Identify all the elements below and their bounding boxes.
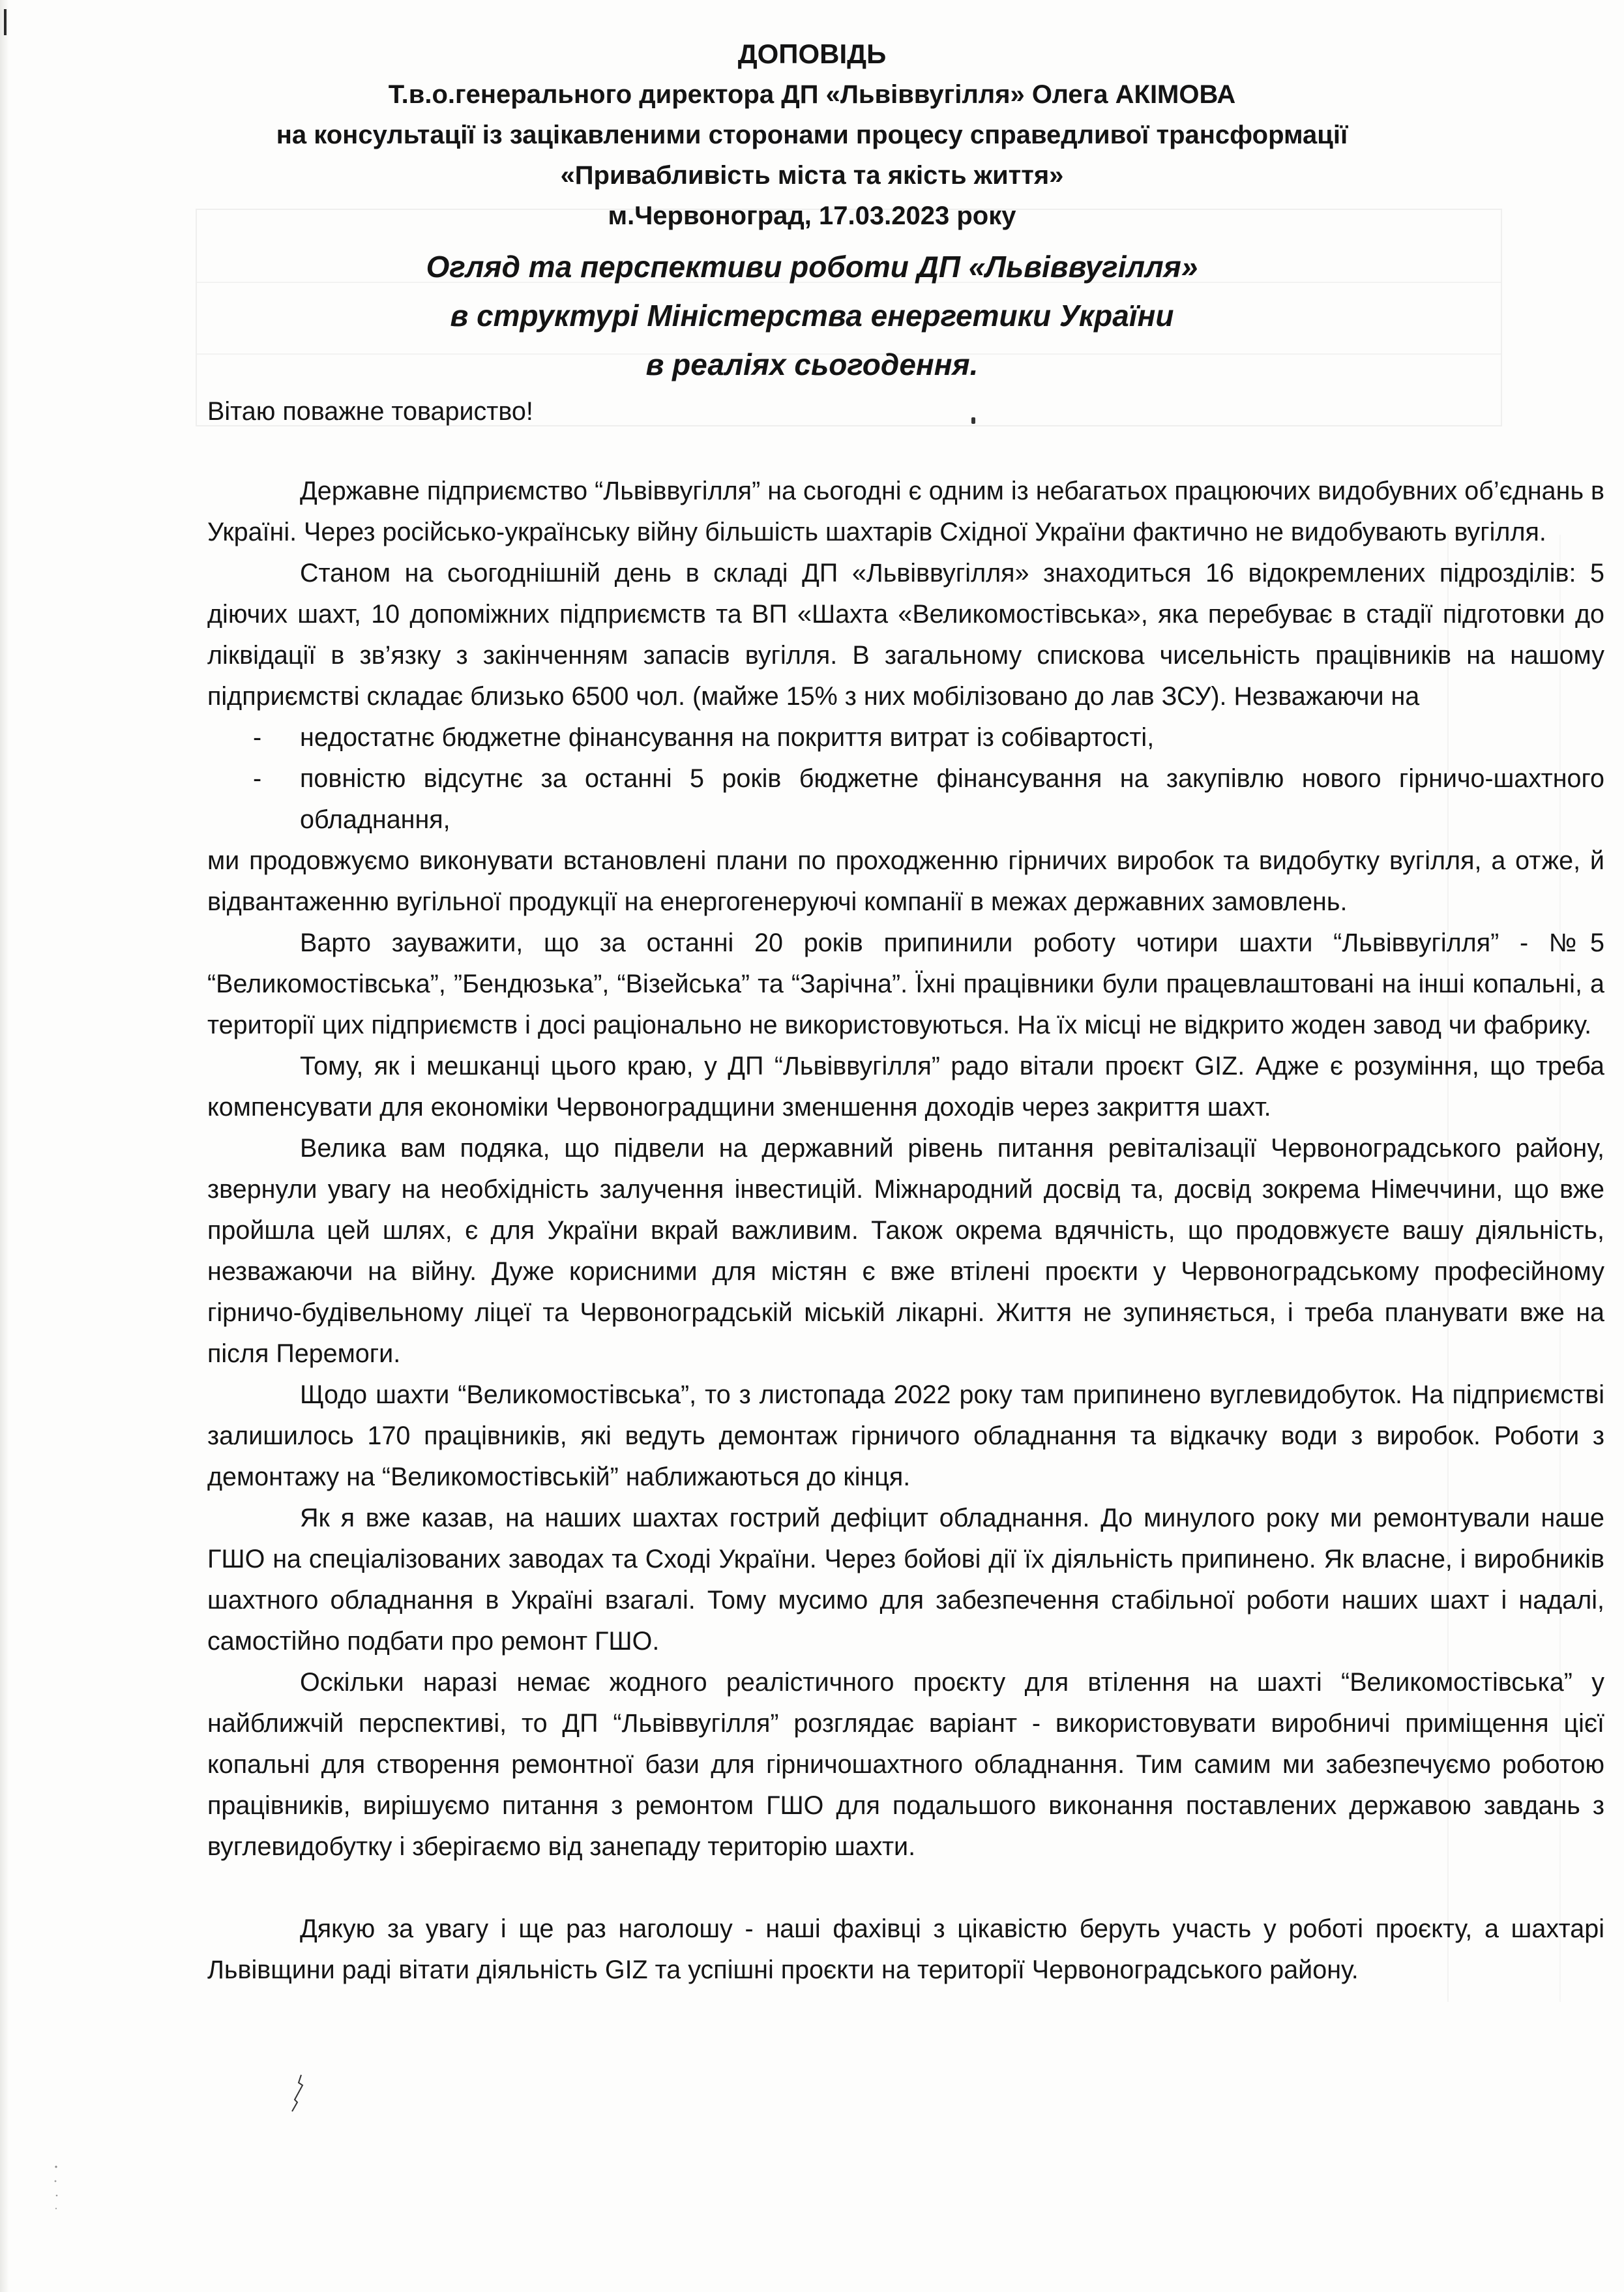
paragraph-1: Державне підприємство “Львіввугілля” на сьогодні є одним із небагатьох працюючих видобувних об’єднань в Україні. Через російсько-українську війну більшість шахтарів Східної України фактично не видобувають вугілля. <box>207 477 1604 546</box>
paragraph-2: Станом на сьогоднішній день в складі ДП «Львіввугілля» знаходиться 16 відокремлених підрозділів: 5 діючих шахт, 10 допоміжних підприємств та ВП «Шахта «Великомостівська», яка перебуває в стадії підготовки до ліквідації в зв’язку з закінченням запасів вугілля. В загальному спискова чисельність працівників на нашому підприємстві складає близько 6500 чол. (майже 15% з них мобілізовано до лав ЗСУ). Незважаючи на <box>207 559 1604 711</box>
subtitle-line-3: в реаліях сьогодення. <box>645 348 979 381</box>
report-place-date: м.Червоноград, 17.03.2023 року <box>608 201 1016 230</box>
report-speaker: Т.в.о.генерального директора ДП «Львіввугілля» Олега АКІМОВА <box>388 80 1236 109</box>
bullet-text-2: повністю відсутнє за останні 5 років бюджетне фінансування на закупівлю нового гірничо-шахтного обладнання, <box>300 764 1604 834</box>
report-title: ДОПОВІДЬ <box>737 38 887 69</box>
bullet-dash: - <box>253 764 262 793</box>
paragraph-8: Як я вже казав, на наших шахтах гострий дефіцит обладнання. До минулого року ми ремонтували наше ГШО на спеціалізованих заводах та Сході України. Через бойові дії їх діяльність припинено. Як власне, і виробників шахтного обладнання в Україні взагалі. Тому мусимо для забезпечення стабільної роботи наших шахт і надалі, самостійно подбати про ремонт ГШО. <box>207 1504 1604 1656</box>
scan-edge <box>0 0 9 2292</box>
subtitle-line-1: Огляд та перспективи роботи ДП «Львіввугілля» <box>426 250 1198 284</box>
report-occasion: на консультації із зацікавленими сторонами процесу справедливої трансформації <box>276 121 1348 149</box>
report-subtitle <box>143 243 1481 389</box>
paragraph-7: Щодо шахти “Великомостівська”, то з листопада 2022 року там припинено вуглевидобуток. На підприємстві залишилось 170 працівників, які ведуть демонтаж гірничого обладнання та відкачку води з виробок. Роботи з демонтажу на “Великомостівській” наближаються до кінця. <box>207 1380 1604 1491</box>
report-topic: «Привабливість міста та якість життя» <box>560 161 1064 190</box>
bullet-item-2 <box>207 758 1604 841</box>
bullet-dash: - <box>253 723 262 752</box>
paragraph-3: ми продовжуємо виконувати встановлені плани по проходженню гірничих виробок та видобутку вугілля, а отже, й відвантаженню вугільної продукції на енергогенеруючі компанії в межах державних замовлень. <box>207 846 1604 916</box>
scan-margin-dots <box>53 2162 59 2214</box>
bullet-text-1: недостатнє бюджетне фінансування на покриття витрат із собівартості, <box>300 723 1155 752</box>
scan-corner-mark <box>4 9 18 35</box>
bullet-item-1 <box>207 717 1604 758</box>
paragraph-6: Велика вам подяка, що підвели на державний рівень питання ревіталізації Червоноградського району, звернули увагу на необхідність залучення інвестицій. Міжнародний досвід та, досвід зокрема Німеччини, що вже пройшла цей шлях, є для України вкрай важливим. Також окрема вдячність, що продовжуєте вашу діяльність, незважаючи на війну. Дуже корисними для містян є вже втілені проєкти у Червоноградському професійному гірничо-будівельному ліцеї та Червоноградській міській лікарні. Життя не зупиняється, і треба планувати вже на після Перемоги. <box>207 1134 1604 1368</box>
subtitle-line-2: в структурі Міністерства енергетики України <box>450 299 1174 333</box>
bullet-list <box>207 717 1604 841</box>
greeting: Вітаю поважне товариство! <box>207 397 533 426</box>
paragraph-4: Варто зауважити, що за останні 20 років припинили роботу чотири шахти “Львіввугілля” - №5 “Великомостівська”, ”Бендюзька”, “Візейська” та “Зарічна”. Їхні працівники були працевлаштовані на інші копальні, а території цих підприємств і досі раціонально не використовуються. На їх місці не відкрито жоден завод чи фабрику. <box>207 929 1604 1039</box>
paragraph-gap <box>207 1868 1604 1909</box>
pen-stroke-mark <box>287 2074 306 2113</box>
report-header <box>143 34 1481 236</box>
paragraph-9: Оскільки наразі немає жодного реалістичного проєкту для втілення на шахті “Великомостівська” у найближчій перспективі, то ДП “Львіввугілля” розглядає варіант - використовувати виробничі приміщення цієї копальні для створення ремонтної бази для гірничошахтного обладнання. Тим самим ми забезпечуємо роботою працівників, вирішуємо питання з ремонтом ГШО для подальшого виконання поставлених державою завдань з вуглевидобутку і зберігаємо від занепаду територію шахти. <box>207 1668 1604 1861</box>
paragraph-5: Тому, як і мешканці цього краю, у ДП “Львіввугілля” радо вітали проєкт GIZ. Адже є розуміння, що треба компенсувати для економіки Червоноградщини зменшення доходів через закриття шахт. <box>207 1052 1604 1122</box>
paragraph-10: Дякую за увагу і ще раз наголошу - наші фахівці з цікавістю беруть участь у роботі проєкту, а шахтарі Львівщини раді вітати діяльність GIZ та успішні проєкти на території Червоноградського району. <box>207 1914 1604 1984</box>
report-body <box>207 391 1604 1991</box>
